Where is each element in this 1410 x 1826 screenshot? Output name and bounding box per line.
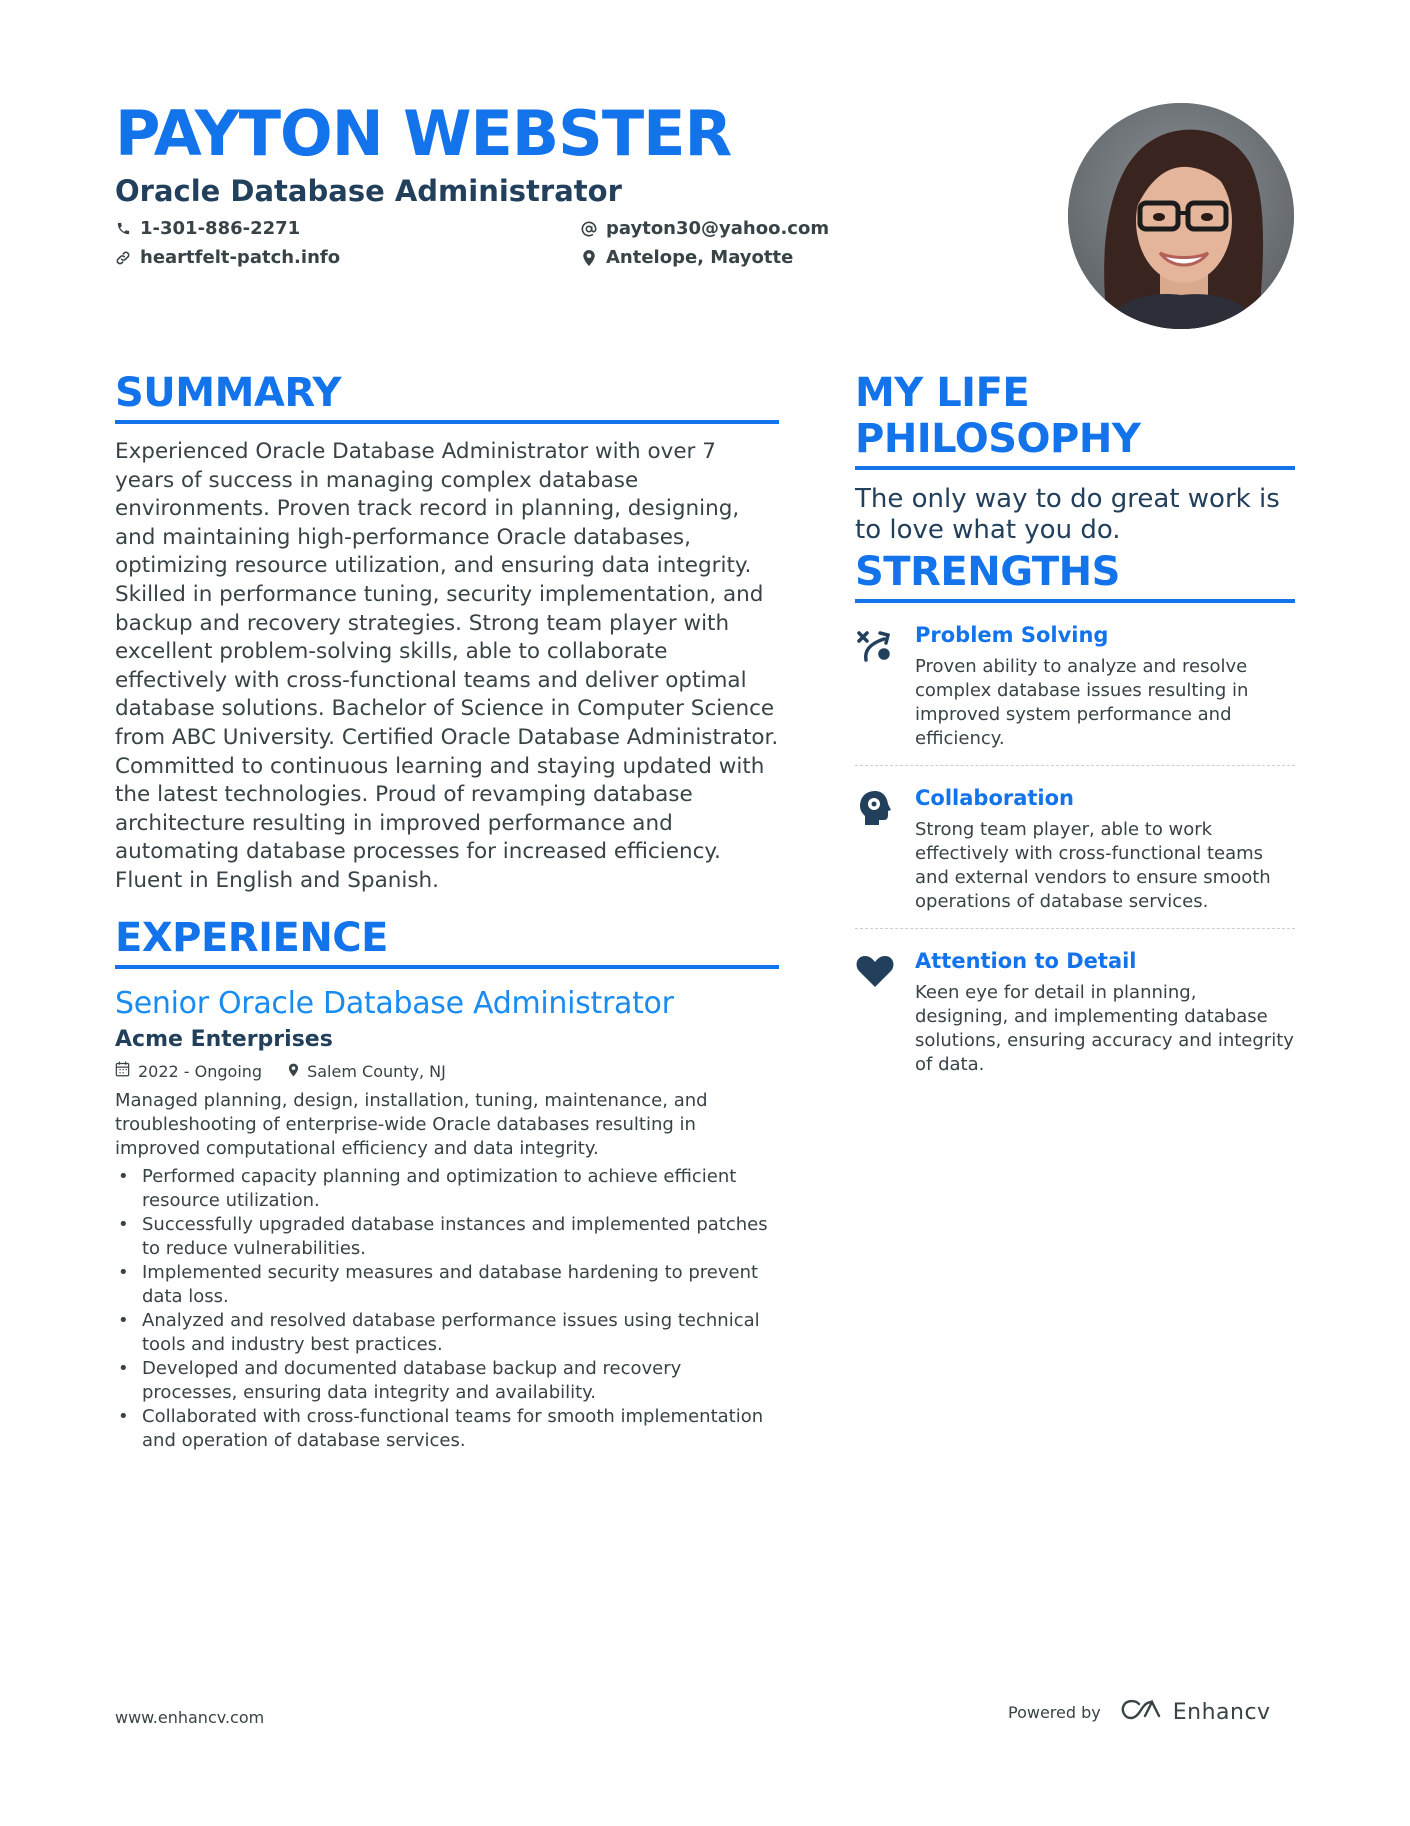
- phone-text: 1-301-886-2271: [140, 218, 301, 239]
- footer-website[interactable]: www.enhancv.com: [115, 1708, 265, 1727]
- calendar-icon: [115, 1061, 130, 1081]
- job-dates: [115, 1061, 262, 1081]
- philosophy-heading: MY LIFE PHILOSOPHY: [855, 370, 1295, 470]
- map-pin-icon: [288, 1062, 299, 1081]
- job-dates-text: 2022 - Ongoing: [138, 1061, 263, 1081]
- list-item: • Analyzed and resolved database performance issues using technical tools and industry best practices.: [115, 1309, 779, 1357]
- brand-name: Enhancv: [1172, 1700, 1271, 1725]
- list-item: • Collaborated with cross-functional teams for smooth implementation and operation of database services.: [115, 1405, 779, 1453]
- job-meta: [115, 1061, 779, 1081]
- summary-section: [115, 370, 779, 896]
- candidate-name: PAYTON WEBSTER: [115, 97, 732, 170]
- job-company: Acme Enterprises: [115, 1027, 333, 1052]
- philosophy-quote: The only way to do great work is to love what you do.: [855, 484, 1280, 545]
- strength-desc: Strong team player, able to work effectively with cross-functional teams and external vendors to ensure smooth operations of database services.: [915, 819, 1271, 912]
- contact-website[interactable]: [115, 247, 340, 268]
- job-location: [288, 1061, 446, 1081]
- profile-photo: [1068, 103, 1294, 329]
- contact-phone[interactable]: [115, 218, 300, 239]
- strength-title: Problem Solving: [915, 623, 1109, 647]
- footer-branding: [1008, 1698, 1271, 1727]
- strategy-icon: [855, 625, 895, 665]
- brand-logo[interactable]: [1119, 1698, 1271, 1727]
- strengths-heading: STRENGTHS: [855, 549, 1295, 603]
- link-icon: [115, 250, 131, 266]
- strength-item: [855, 603, 1295, 766]
- summary-text: Experienced Oracle Database Administrator with over 7 years of success in managing complex database environments. Proven track record in planning, designing, and maintaining high-performance Oracle databases, optimizing resource utilization, and ensuring data integrity. Skilled in performance tuning, security implementation, and backup and recovery strategies. Strong team player with excellent problem-solving skills, able to collaborate effectively with cross-functional teams and deliver optimal database solutions. Bachelor of Science in Computer Science from ABC University. Certified Oracle Database Administrator. Committed to continuous learning and staying updated with the latest technologies. Proud of revamping database architecture resulting in improved performance and automating database processes for increased efficiency. Fluent in English and Spanish.: [115, 439, 779, 893]
- list-item: • Successfully upgraded database instances and implemented patches to reduce vulnerabilities.: [115, 1213, 779, 1261]
- heart-icon: [855, 951, 895, 991]
- candidate-title: Oracle Database Administrator: [115, 174, 622, 208]
- strength-desc: Proven ability to analyze and resolve complex database issues resulting in improved system performance and efficiency.: [915, 656, 1249, 749]
- summary-heading: SUMMARY: [115, 370, 779, 424]
- strength-title: Attention to Detail: [915, 949, 1137, 973]
- experience-heading: EXPERIENCE: [115, 915, 779, 969]
- list-item: • Performed capacity planning and optimization to achieve efficient resource utilization.: [115, 1165, 779, 1213]
- contact-location: [581, 247, 793, 268]
- website-text: heartfelt-patch.info: [140, 247, 341, 268]
- strength-title: Collaboration: [915, 786, 1075, 810]
- powered-by-label: Powered by: [1008, 1703, 1101, 1722]
- list-item: • Implemented security measures and database hardening to prevent data loss.: [115, 1261, 779, 1309]
- resume-header: [115, 98, 895, 280]
- at-icon: [581, 221, 597, 237]
- enhancv-logo-icon: [1119, 1698, 1165, 1727]
- location-text: Antelope, Mayotte: [606, 247, 794, 268]
- phone-icon: [115, 221, 131, 237]
- job-bullets: [115, 1165, 779, 1453]
- head-icon: [855, 788, 895, 828]
- map-pin-icon: [581, 250, 597, 266]
- job-location-text: Salem County, NJ: [307, 1061, 446, 1081]
- strength-item: [855, 929, 1295, 1091]
- email-text: payton30@yahoo.com: [606, 218, 830, 239]
- experience-section: [115, 915, 779, 1453]
- contact-info: [115, 218, 895, 280]
- strength-desc: Keen eye for detail in planning, designing, and implementing database solutions, ensuring accuracy and integrity of data.: [915, 982, 1294, 1075]
- job-description: Managed planning, design, installation, tuning, maintenance, and troubleshooting of enterprise-wide Oracle databases resulting in improved computational efficiency and data integrity.: [115, 1090, 708, 1159]
- contact-email[interactable]: [581, 218, 829, 239]
- job-role: Senior Oracle Database Administrator: [115, 986, 674, 1021]
- strengths-section: [855, 549, 1295, 1091]
- list-item: • Developed and documented database backup and recovery processes, ensuring data integrity and availability.: [115, 1357, 779, 1405]
- strength-item: [855, 766, 1295, 929]
- philosophy-section: [855, 370, 1295, 546]
